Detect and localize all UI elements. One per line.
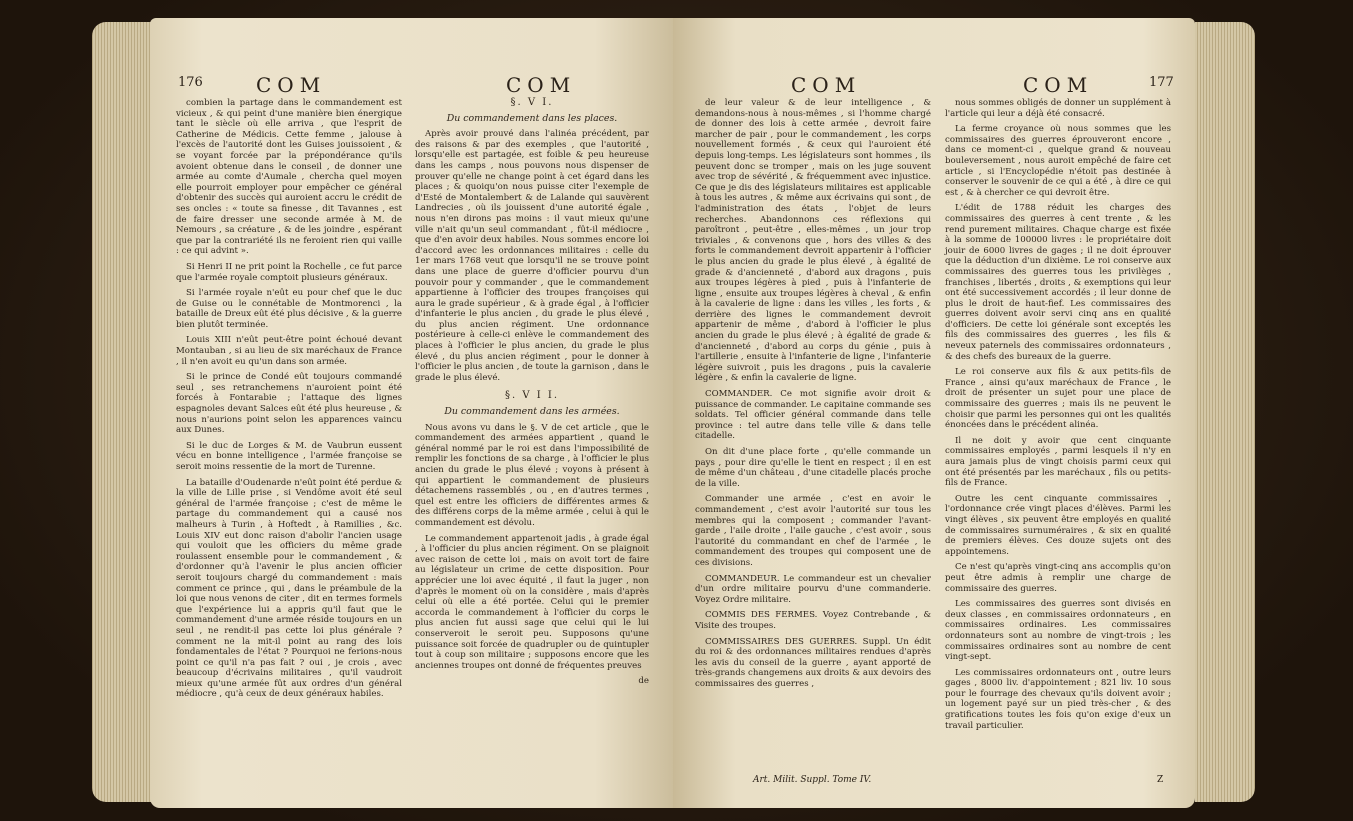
section-heading-vii: §. V I I. [504,390,559,402]
signature-line: Art. Milit. Suppl. Tome IV. [753,775,872,785]
paragraph: Si l'armée royale n'eût eu pour chef que le duc de Guise ou le connétable de Montmorenci , la bataille de Dreux eût été plus décisive , & la guerre bien plutôt terminée. [176,288,402,330]
paragraph: combien la partage dans le commandement est vicieux , & qui peint d'une manière bien énergique tant le siècle où elle arriva , que l'esprit de Catherine de Médicis. Cette femme , jalouse à l'excès de l'autorité dont les Guises jouissoient , & se voyant forcée par la prépondérance qu'ils avoient obtenue dans le conseil , de donner une armée au comte d'Aumale , chercha quel moyen elle pourroit employer pour empêcher ce général d'obtenir des succès qui auroient accru le crédit de ses oncles : « toute sa finesse , dit Tavannes , est de faire dresser une seconde armée à M. de Nemours , sa créature , & de les joindre , espérant que par la contrariété ils ne feroient rien qui vaille : ce qui advint ». [176,98,402,257]
left-page-number: 176 [178,75,203,90]
paragraph: Si le prince de Condé eût toujours commandé seul , ses retranchemens n'auroient point été forcés à Fontarabie ; l'attaque des lignes espagnoles devant Salces eût été plus heureuse , & nous n'aurions point selon les apparences vaincu aux Dunes. [176,372,402,436]
paragraph: Si Henri II ne prit point la Rochelle , ce fut parce que l'armée royale comptoit plusieurs généraux. [176,261,402,283]
paragraph: COMMANDEUR. Le commandeur est un chevalier d'un ordre militaire pourvu d'une commanderie. Voyez Ordre militaire. [695,573,931,605]
left-column-1 [176,98,402,705]
paragraph: Louis XIII n'eût peut-être point échoué devant Montauban , si au lieu de six maréchaux de France , il n'en avoit eu qu'un dans son armée. [176,335,402,367]
paragraph: Le roi conserve aux fils & aux petits-fils de France , ainsi qu'aux maréchaux de France , le droit de présenter un sujet pour une place de commissaire des guerres ; mais ils ne peuvent le choisir que parmi les personnes qui ont les qualités énoncées dans le précédent alinéa. [945,367,1171,431]
catchword: de [638,676,649,687]
section-title-armees: Du commandement dans les armées. [444,406,620,418]
section-title-places: Du commandement dans les places. [446,112,618,124]
paragraph: Commander une armée , c'est en avoir le commandement , c'est avoir l'autorité sur tous les membres qui la composent ; commander l'avant-garde , l'aile droite , l'aile gauche , c'est avoir , sous l'autorité du commandant en chef de l'armée , le commandement des troupes qui composent une de ces divisions. [695,494,931,568]
section-vii-body [415,423,649,672]
left-header-col2: COM [506,73,577,97]
paragraph: Le commandement appartenoit jadis , à grade égal , à l'officier du plus ancien régiment. On se plaignoit avec raison de cette loi , mais on avoit tort de faire au législateur un crime de cette disposition. Pour apprécier une loi avec équité , il faut la juger , non d'après le moment où on la considère , mais d'après celui où elle a été portée. Celui qui le premier accorda le commandement à l'officier du corps le plus ancien fut aussi sage que celui qui le lui conserveroit le seroit peu. Supposons qu'une puissance soit forcée de quadrupler ou de quintupler tout à coup son militaire ; supposons encore que les anciennes troupes ont donné de fréquentes preuves [415,533,649,671]
right-header-col2: COM [1023,73,1094,97]
paragraph: Si le duc de Lorges & M. de Vaubrun eussent vécu en bonne intelligence , l'armée françoise se seroit moins ressentie de la mort de Turenne. [176,440,402,472]
paragraph: Après avoir prouvé dans l'alinéa précédent, par des raisons & par des exemples , que l'autorité , lorsqu'elle est partagée, est foible & peu heureuse dans les camps , nous pouvons nous dispenser de prouver qu'elle ne change point à cet égard dans les places ; & quoiqu'on nous puisse citer l'exemple de d'Esté de Montalembert & de Lalande qui sauvèrent Landrecies , où ils jouissent d'une autorité égale , nous n'en dirons pas moins : il vaut mieux qu'une ville n'ait qu'un seul commandant , fût-il médiocre , que d'en avoir deux habiles. Nous sommes encore loi d'accord avec les ordonnances militaires : celle du 1er mars 1768 veut que lorsqu'il ne se trouve point dans une place de guerre d'officier pourvu d'un pouvoir pour y commander , que le commandement appartienne à l'officier des troupes françoises qui aura le grade supérieur , & à grade égal , à l'officier d'infanterie le plus ancien , du grade le plus élevé , du plus ancien régiment. Une ordonnance postérieure à celle-ci enlève le commandement des places à l'officier le plus ancien, du grade le plus élevé , du plus ancien régiment , pour le donner à l'officier le plus ancien , de toute la garnison , dans le grade le plus élevé. [415,129,649,383]
right-header-col1: COM [791,73,862,97]
paragraph: La bataille d'Oudenarde n'eût point été perdue & la ville de Lille prise , si Vendôme avoit été seul général de l'armée françoise ; c'est de même le partage du commandement qui a causé nos malheurs à Turin , à Hoftedt , à Ramillies , &c. Louis XIV eut donc raison d'abolir l'ancien usage qui vouloit que les officiers du même grade roulassent ensemble pour le commandement , & d'ordonner qu'à l'avenir le plus ancien officier seroit toujours chargé du commandement : mais comment ce prince , qui , dans le préambule de la loi que nous venons de citer , dit en termes formels que l'expérience lui a appris qu'il faut que le commandement d'une armée réside toujours en un seul , ne rendit-il pas cette loi plus générale ? comment ne la mit-il point au rang des lois fondamentales de l'état ? Pourquoi ne ferions-nous point ce qu'il n'a pas fait ? oui , je crois , avec beaucoup d'écrivains militaires , qu'il vaudroit mieux qu'une armée fût aux ordres d'un général médiocre , qu'à ceux de deux généraux habiles. [176,477,402,700]
left-page [150,18,673,808]
paragraph: Ce n'est qu'après vingt-cinq ans accomplis qu'on peut être admis à remplir une charge de commissaire des guerres. [945,562,1171,594]
paragraph: Nous avons vu dans le §. V de cet article , que le commandement des armées appartient , quand le général nommé par le roi est dans l'impossibilité de remplir les fonctions de sa charge , à l'officier le plus ancien du grade le plus élevé ; voyons à présent à qui appartient le commandement de plusieurs détachemens rassemblés , ou , en d'autres termes , quel est entre les officiers de différentes armes & des différens corps de la même armée , celui à qui le commandement est dévolu. [415,422,649,528]
right-page-edges [1195,22,1255,802]
paragraph: COMMIS DES FERMES. Voyez Contrebande , & Visite des troupes. [695,610,931,631]
left-page-edges [92,22,152,802]
paragraph: On dit d'une place forte , qu'elle commande un pays , pour dire qu'elle le tient en respect ; il en est de même d'un château , d'une citadelle placés proche de la ville. [695,447,931,489]
section-heading-vi: §. V I. [510,97,554,108]
right-page-number: 177 [1149,75,1174,90]
paragraph: L'édit de 1788 réduit les charges des commissaires des guerres à cent trente , & les rend purement militaires. Chaque charge est fixée à la somme de 100000 livres : le propriétaire doit jouir de 6000 livres de gages ; il ne doit éprouver que la déduction d'un dixième. Le roi conserve aux commissaires des guerres tous les privilèges , franchises , libertés , droits , & exemptions qui leur ont été successivement accordés ; il leur donne de plus le droit de haut-fief. Les commissaires des guerres doivent avoir servi cinq ans en qualité d'officiers. De cette loi générale sont exceptés les fils des commissaires des guerres , les fils & neveux paternels des commissaires ordonnateurs , & des chefs des bureaux de la guerre. [945,203,1171,362]
paragraph: nous sommes obligés de donner un supplément à l'article qui leur a déjà été consacré. [945,98,1171,119]
paragraph: COMMISSAIRES DES GUERRES. Suppl. Un édit du roi & des ordonnances militaires rendues d'après les avis du conseil de la guerre , ayant apporté de très-grands changemens aux droits & aux devoirs des commissaires des guerres , [695,636,931,689]
paragraph: Outre les cent cinquante commissaires , l'ordonnance crée vingt places d'élèves. Parmi les vingt élèves , six peuvent être employés en qualité de commissaires surnuméraires , & six en qualité de premiers élèves. Ces douze sujets ont des appointemens. [945,493,1171,557]
paragraph: de leur valeur & de leur intelligence , & demandons-nous à nous-mêmes , si l'homme chargé de donner des lois à cette armée , devroit faire marcher de pair , pour le commandement , les corps nouvellement formés , & ceux qui l'auroient été depuis long-temps. Les législateurs sont hommes , ils peuvent donc se tromper , mais on les juge souvent avec trop de sévérité , & fréquemment avec injustice. Ce que je dis des législateurs militaires est applicable à tous les autres , & même aux écrivains qui sont , de l'administration des états , l'objet de leurs recherches. Abandonnons ces réflexions qui paroîtront , peut-être , elles-mêmes , un jour trop triviales , & convenons que , hors des villes & des forts le commandement devroit appartenir à l'officier le plus ancien du grade le plus élevé , à égalité de grade & d'ancienneté , d'abord aux dragons , puis aux troupes légères à pied , puis à l'infanterie de ligne , ensuite aux troupes légères à cheval , & enfin à la cavalerie de ligne : dans les villes , les forts , & derrière des lignes le commandement devroit appartenir de même , d'abord à l'officier le plus ancien du grade le plus élevé ; à égalité de grade & d'ancienneté , d'abord au corps du génie , puis à l'artillerie , ensuite à l'infanterie de ligne , l'infanterie légère suivroit , puis les dragons , puis la cavalerie légère , & enfin la cavalerie de ligne. [695,98,931,384]
left-header-col1: COM [256,73,327,97]
right-column-1 [695,98,931,694]
right-page [673,18,1195,808]
left-column-2 [415,98,649,687]
paragraph: Les commissaires des guerres sont divisés en deux classes , en commissaires ordonnateurs , en commissaires ordinaires. Les commissaires ordonnateurs sont au nombre de vingt-trois ; les commissaires ordinaires sont au nombre de cent vingt-sept. [945,599,1171,663]
paragraph: Il ne doit y avoir que cent cinquante commissaires employés , parmi lesquels il n'y en aura jamais plus de vingt choisis parmi ceux qui ont été présentés par les maréchaux , fils ou petits-fils de France. [945,435,1171,489]
paragraph: Les commissaires ordonnateurs ont , outre leurs gages , 8000 liv. d'appointement ; 821 liv. 10 sous pour le fourrage des chevaux qu'ils doivent avoir ; un logement payé sur un pied très-cher , & des gratifications toutes les fois qu'on exige d'eux un travail particulier. [945,667,1171,731]
paragraph: La ferme croyance où nous sommes que les commissaires des guerres éprouveront encore , dans ce moment-ci , quelque grand & nouveau bouleversement , nous auroit empêché de faire cet article , si l'Encyclopédie n'étoit pas destinée à conserver le souvenir de ce qui a été , à dire ce qui est , & à chercher ce qui devroit être. [945,124,1171,198]
right-column-2 [945,98,1171,736]
section-vi-body [415,129,649,383]
paragraph: COMMANDER. Ce mot signifie avoir droit & puissance de commander. Le capitaine commande ses soldats. Tel officier général commande dans telle province : tel autre dans telle ville & dans telle citadelle. [695,389,931,442]
signature-mark: Z [1157,775,1164,785]
